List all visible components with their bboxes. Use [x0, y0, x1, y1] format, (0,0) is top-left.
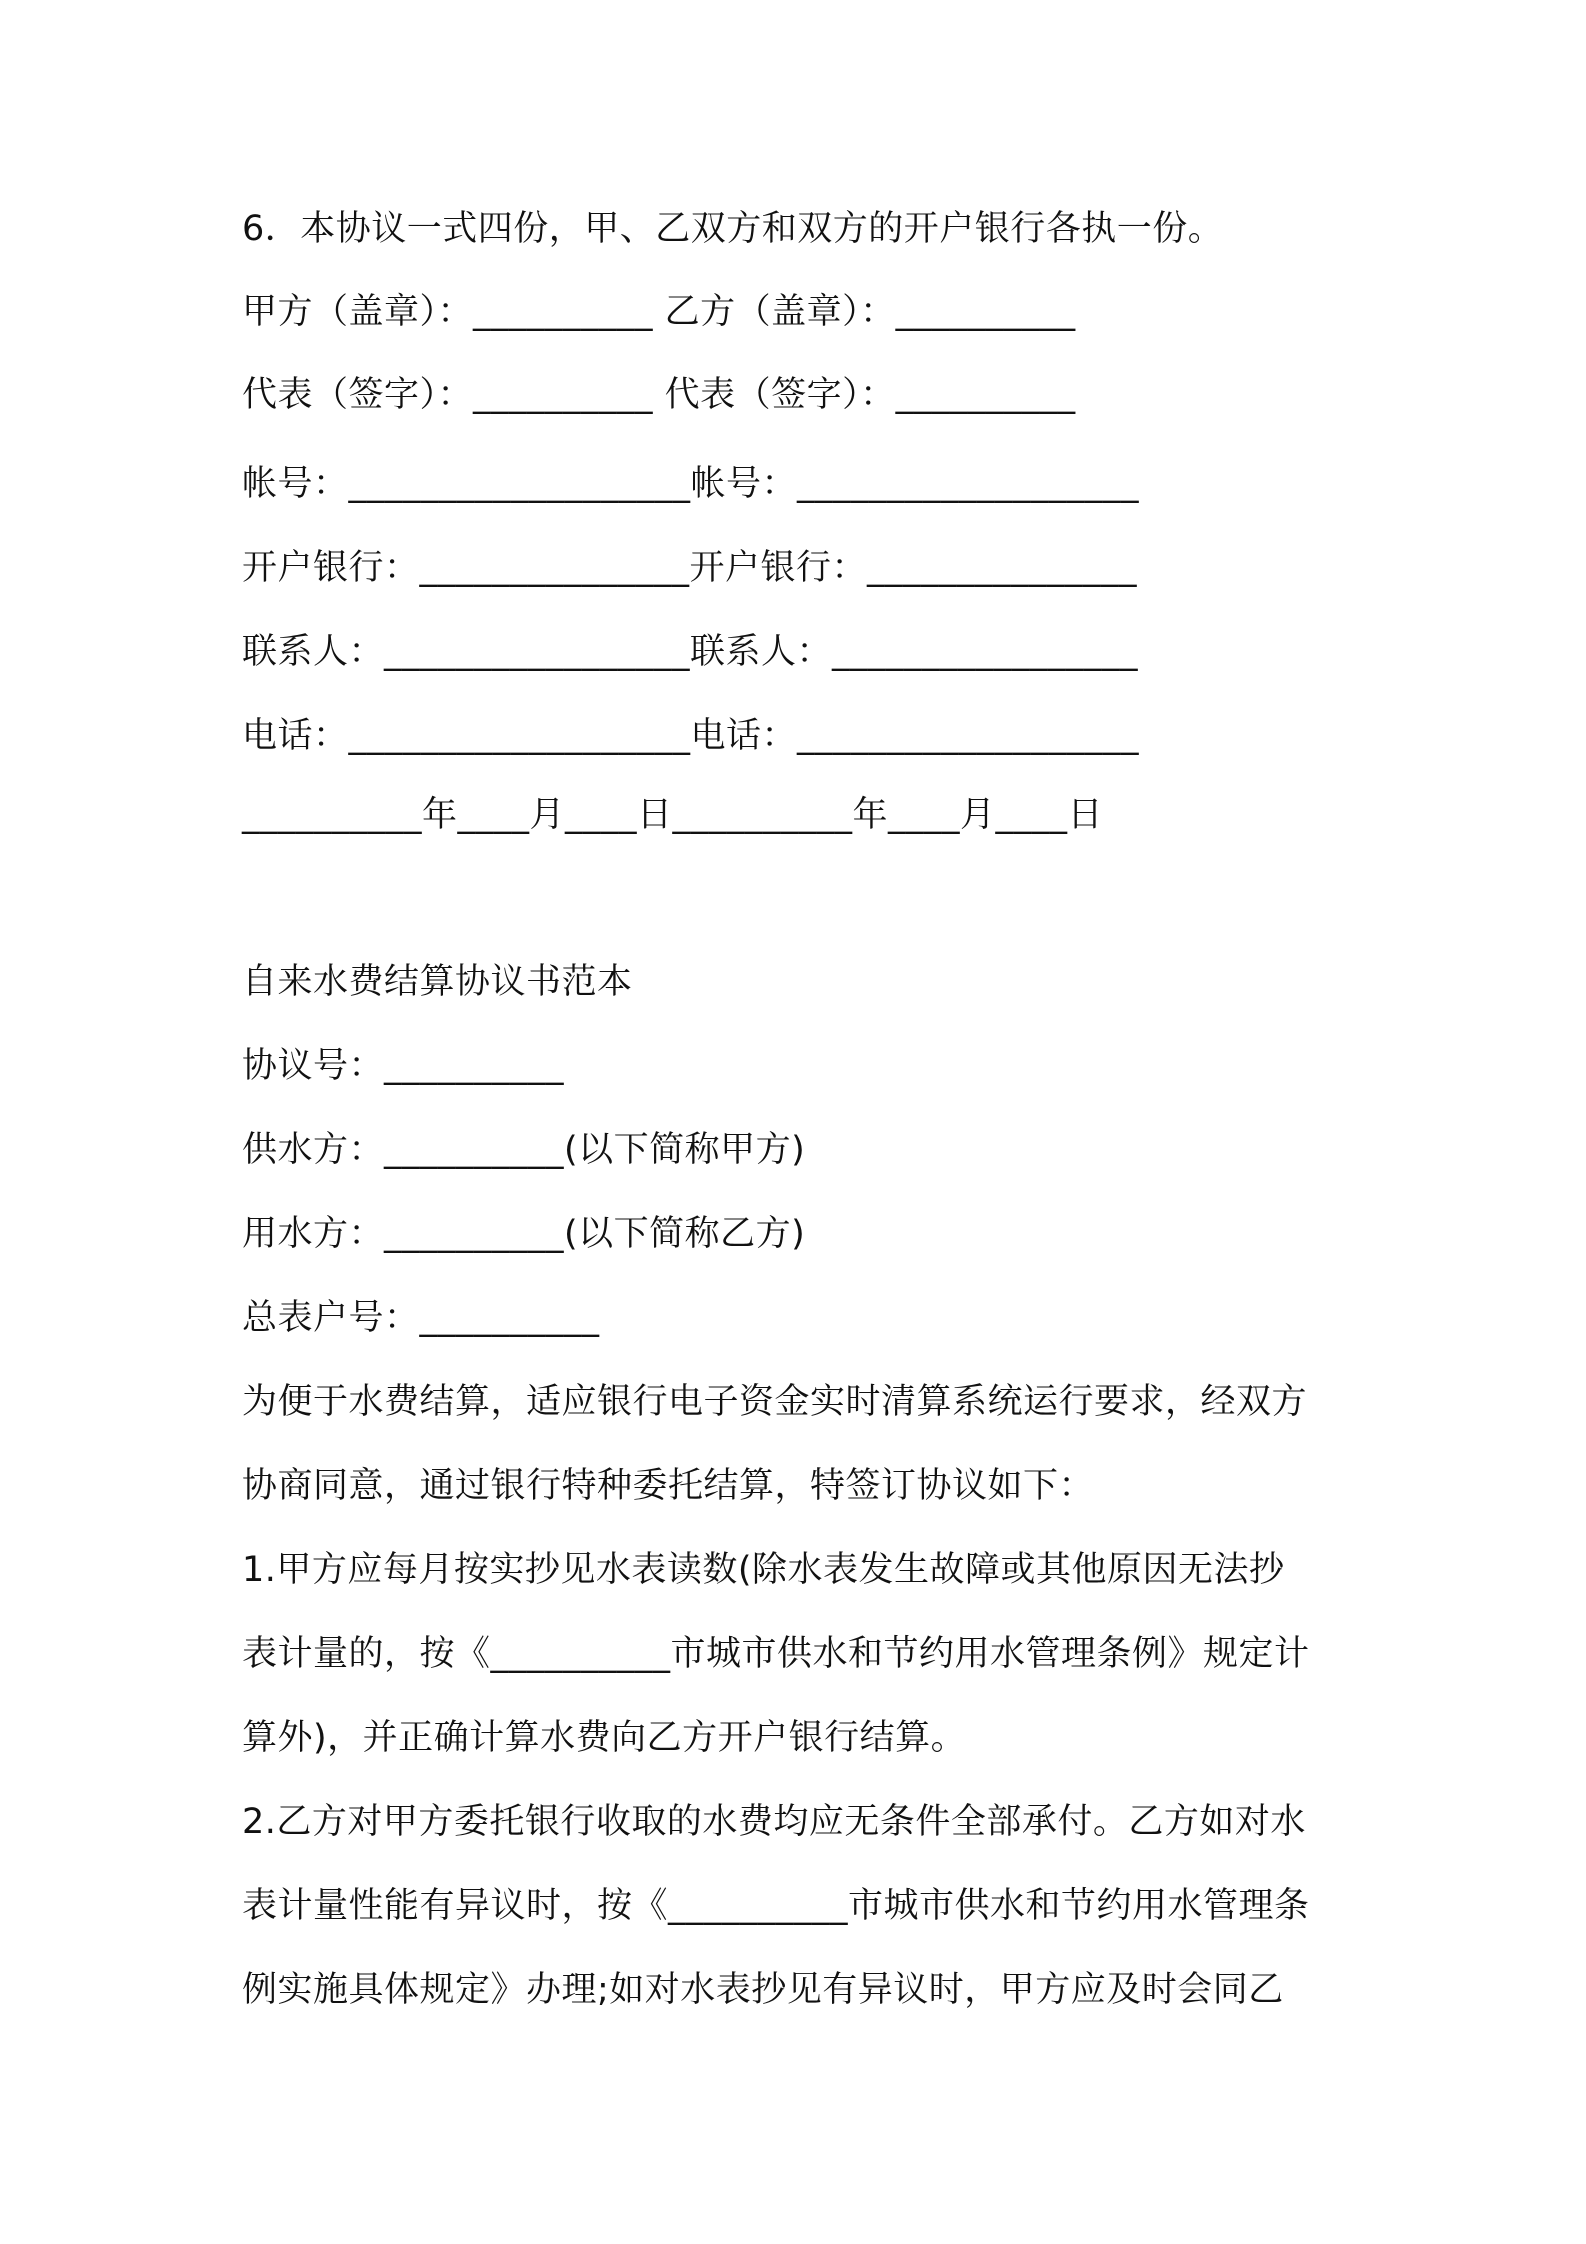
clause-1-line-2: 表计量的，按《__________市城市供水和节约用水管理条例》规定计	[242, 1634, 1310, 1674]
account-number-line: 帐号：___________________帐号：___________________	[242, 464, 1140, 504]
clause-1-line-1: 1.甲方应每月按实抄见水表读数(除水表发生故障或其他原因无法抄	[242, 1550, 1285, 1590]
water-supplier-field: 供水方：__________(以下简称甲方)	[242, 1130, 806, 1170]
bank-line: 开户银行：_______________开户银行：_______________	[242, 548, 1138, 588]
agreement-number-field: 协议号：__________	[242, 1046, 565, 1086]
master-meter-account-field: 总表户号：__________	[242, 1298, 600, 1338]
document-title: 自来水费结算协议书范本	[242, 962, 633, 1002]
clause-1-line-3: 算外)，并正确计算水费向乙方开户银行结算。	[242, 1718, 967, 1758]
clause-2-line-1: 2.乙方对甲方委托银行收取的水费均应无条件全部承付。乙方如对水	[242, 1802, 1306, 1842]
date-line: __________年____月____日__________年____月____日	[242, 795, 1104, 835]
phone-line: 电话：___________________电话：___________________	[242, 716, 1140, 756]
seal-line: 甲方（盖章）：__________ 乙方（盖章）：__________	[242, 292, 1076, 332]
intro-paragraph-line-2: 协商同意，通过银行特种委托结算，特签订协议如下：	[242, 1466, 1095, 1506]
intro-paragraph-line-1: 为便于水费结算，适应银行电子资金实时清算系统运行要求，经双方	[242, 1382, 1308, 1422]
clause-6-copies: 6．本协议一式四份，甲、乙双方和双方的开户银行各执一份。	[242, 209, 1224, 249]
clause-2-line-3: 例实施具体规定》办理;如对水表抄见有异议时，甲方应及时会同乙	[242, 1970, 1284, 2010]
representative-signature-line: 代表（签字）：__________ 代表（签字）：__________	[242, 375, 1076, 415]
contact-person-line: 联系人：_________________联系人：_________________	[242, 632, 1139, 672]
water-user-field: 用水方：__________(以下简称乙方)	[242, 1214, 806, 1254]
clause-2-line-2: 表计量性能有异议时，按《__________市城市供水和节约用水管理条	[242, 1886, 1310, 1926]
